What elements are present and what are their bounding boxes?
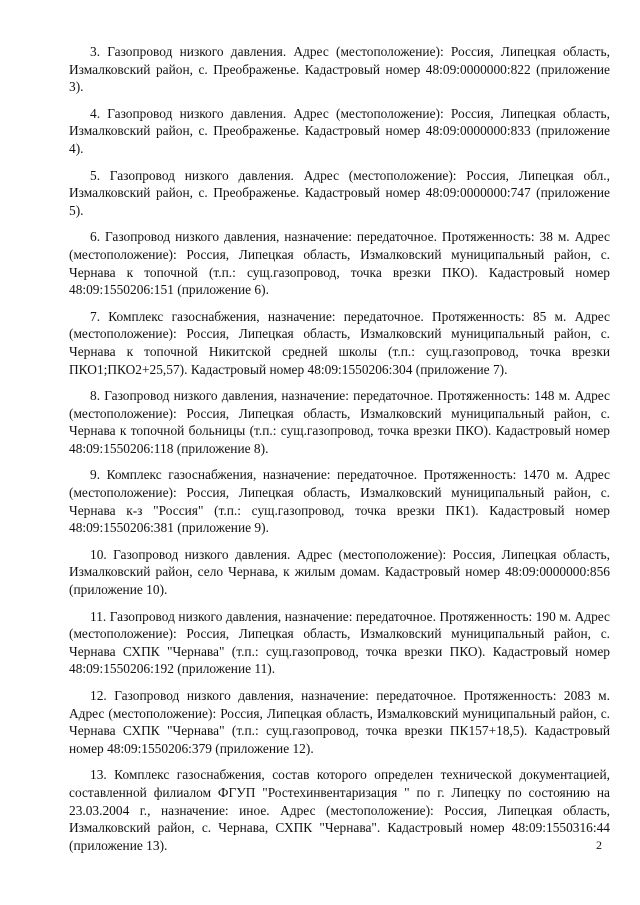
paragraph-item-10: 10. Газопровод низкого давления. Адрес (местоположение): Россия, Липецкая область, Измалковский район, село Чернава, к жилым домам. Кадастровый номер 48:09:0000000:856 (приложение 10). xyxy=(69,546,610,598)
paragraph-item-5: 5. Газопровод низкого давления. Адрес (местоположение): Россия, Липецкая обл., Измалковский район, с. Преображенье. Кадастровый номер 48:09:0000000:747 (приложение 5). xyxy=(69,167,610,218)
paragraph-item-12: 12. Газопровод низкого давления, назначение: передаточное. Протяженность: 2083 м. Адрес (местоположение): Россия, Липецкая область, Измалковский муниципальный район, с. Чернава СХПК "Чернава" (т.п.: сущ.газопровод, точка врезки ПК157+18,5). Кадастровый номер 48:09:1550206:379 (приложение 12). xyxy=(69,688,610,756)
document-body xyxy=(69,43,610,863)
paragraph-item-4: 4. Газопровод низкого давления. Адрес (местоположение): Россия, Липецкая область, Измалковский район, с. Преображенье. Кадастровый номер 48:09:0000000:833 (приложение 4). xyxy=(69,105,610,156)
page-number: 2 xyxy=(596,838,602,852)
paragraph-item-11: 11. Газопровод низкого давления, назначение: передаточное. Протяженность: 190 м. Адрес (местоположение): Россия, Липецкая область, Измалковский муниципальный район, с. Чернава СХПК "Чернава" (т.п.: сущ.газопровод, точка врезки ПКО). Кадастровый номер 48:09:1550206:192 (приложение 11). xyxy=(69,608,610,677)
paragraph-item-6: 6. Газопровод низкого давления, назначение: передаточное. Протяженность: 38 м. Адрес (местоположение): Россия, Липецкая область, Измалковский муниципальный район, с. Чернава к топочной (т.п.: сущ.газопровод, точка врезки ПКО). Кадастровый номер 48:09:1550206:151 (приложение 6). xyxy=(69,229,610,298)
paragraph-item-3: 3. Газопровод низкого давления. Адрес (местоположение): Россия, Липецкая область, Измалковский район, с. Преображенье. Кадастровый номер 48:09:0000000:822 (приложение 3). xyxy=(69,44,610,95)
paragraph-item-8: 8. Газопровод низкого давления, назначение: передаточное. Протяженность: 148 м. Адрес (местоположение): Россия, Липецкая область, Измалковский муниципальный район, с. Чернава к топочной больницы (т.п.: сущ.газопровод, точка врезки ПКО). Кадастровый номер 48:09:1550206:118 (приложение 8). xyxy=(69,388,610,456)
paragraph-item-9: 9. Комплекс газоснабжения, назначение: передаточное. Протяженность: 1470 м. Адрес (местоположение): Россия, Липецкая область, Измалковский муниципальный район, с. Чернава к-з "Россия" (т.п.: сущ.газопровод, точка врезки ПК1). Кадастровый номер 48:09:1550206:381 (приложение 9). xyxy=(69,467,610,536)
paragraph-item-7: 7. Комплекс газоснабжения, назначение: передаточное. Протяженность: 85 м. Адрес (местоположение): Россия, Липецкая область, Измалковский муниципальный район, с. Чернава к топочной Никитской средней школы (т.п.: сущ.газопровод, точка врезки ПКО1;ПКО2+25,57). Кадастровый номер 48:09:1550206:304 (приложение 7). xyxy=(69,308,610,377)
paragraph-item-13: 13. Комплекс газоснабжения, состав которого определен технической документацией, составленной филиалом ФГУП "Ростехинвентаризация " по г. Липецку по состоянию на 23.03.2004 г., назначение: иное. Адрес (местоположение): Россия, Липецкая область, Измалковский район, с. Чернава, СХПК "Чернава". Кадастровый номер 48:09:1550316:44 (приложение 13). xyxy=(69,767,610,853)
